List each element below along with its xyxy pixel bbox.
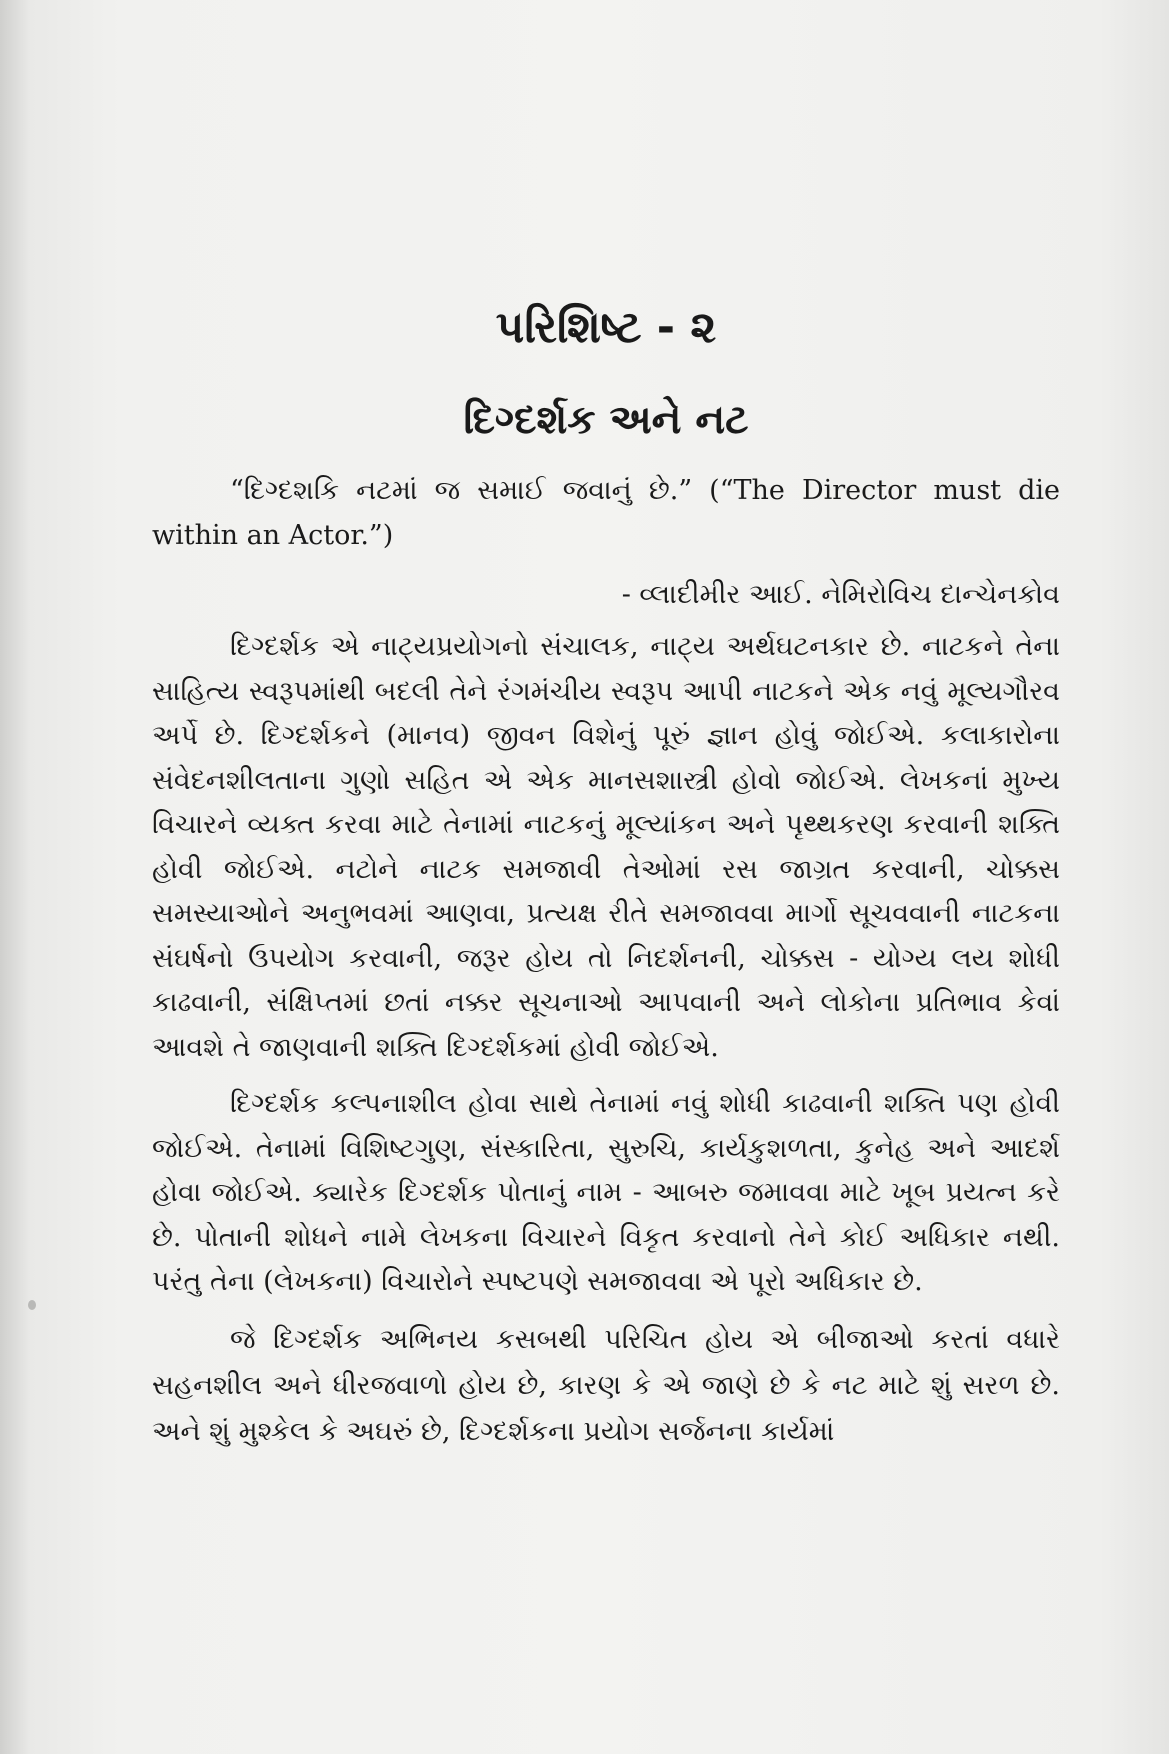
body-paragraph-2: દિગ્દર્શક કલ્પનાશીલ હોવા સાથે તેનામાં નવું શોધી કાઢવાની શક્તિ પણ હોવી જોઈએ. તેનામાં વિશિષ્ટગુણ, સંસ્કારિતા, સુરુચિ, કાર્યકુશળતા, કુનેહ અને આદર્શ હોવા જોઈએ. ક્યારેક દિગ્દર્શક પોતાનું નામ - આબરુ જમાવવા માટે ખૂબ પ્રયત્ન કરે છે. પોતાની શોધને નામે લેખકના વિચારને વિકૃત કરવાનો તેને કોઈ અધિકાર નથી. પરંતુ તેના (લેખકના) વિચારોને સ્પષ્ટપણે સમજાવવા એ પૂરો અધિકાર છે. bbox=[152, 1088, 1060, 1297]
epigraph-quote: “દિગ્દશકિ નટમાં જ સમાઈ જવાનું છે.” (“The Director must die within an Actor.”) bbox=[152, 475, 1060, 551]
chapter-subtitle: દિગ્દર્શક અને નટ bbox=[463, 397, 749, 443]
page-content bbox=[152, 280, 1060, 1455]
quote-attribution: - વ્લાદીમીર આઈ. નેમિરોવિચ દાન્ચેનકોવ bbox=[621, 579, 1060, 610]
body-paragraph-3: જે દિગ્દર્શક અભિનય કસબથી પરિચિત હોય એ બીજાઓ કરતાં વધારે સહનશીલ અને ધીરજવાળો હોય છે, કારણ કે એ જાણે છે કે નટ માટે શું સરળ છે. અને શું મુશ્કેલ કે અઘરું છે, દિગ્દર્શકના પ્રયોગ સર્જનના કાર્યમાં bbox=[152, 1323, 1060, 1447]
appendix-title: પરિશિષ્ટ - ૨ bbox=[495, 302, 717, 353]
scan-spot bbox=[28, 1300, 36, 1310]
body-paragraph-1: દિગ્દર્શક એ નાટ્યપ્રયોગનો સંચાલક, નાટ્ય અર્થઘટનકાર છે. નાટકને તેના સાહિત્ય સ્વરૂપમાંથી બદલી તેને રંગમંચીય સ્વરૂપ આપી નાટકને એક નવું મૂલ્યગૌરવ અર્પે છે. દિગ્દર્શકને (માનવ) જીવન વિશેનું પૂરું જ્ઞાન હોવું જોઈએ. કલાકારોના સંવેદનશીલતાના ગુણો સહિત એ એક માનસશાસ્ત્રી હોવો જોઈએ. લેખકનાં મુખ્ય વિચારને વ્યક્ત કરવા માટે તેનામાં નાટકનું મૂલ્યાંકન અને પૃથ્થકરણ કરવાની શક્તિ હોવી જોઈએ. નટોને નાટક સમજાવી તેઓમાં રસ જાગ્રત કરવાની, ચોક્કસ સમસ્યાઓને અનુભવમાં આણવા, પ્રત્યક્ષ રીતે સમજાવવા માર્ગો સૂચવવાની નાટકના સંઘર્ષનો ઉપયોગ કરવાની, જરૂર હોય તો નિદર્શનની, ચોક્કસ - યોગ્ય લય શોધી કાઢવાની, સંક્ષિપ્તમાં છતાં નક્કર સૂચનાઓ આપવાની અને લોકોના પ્રતિભાવ કેવાં આવશે તે જાણવાની શક્તિ દિગ્દર્શકમાં હોવી જોઈએ. bbox=[152, 631, 1060, 1063]
